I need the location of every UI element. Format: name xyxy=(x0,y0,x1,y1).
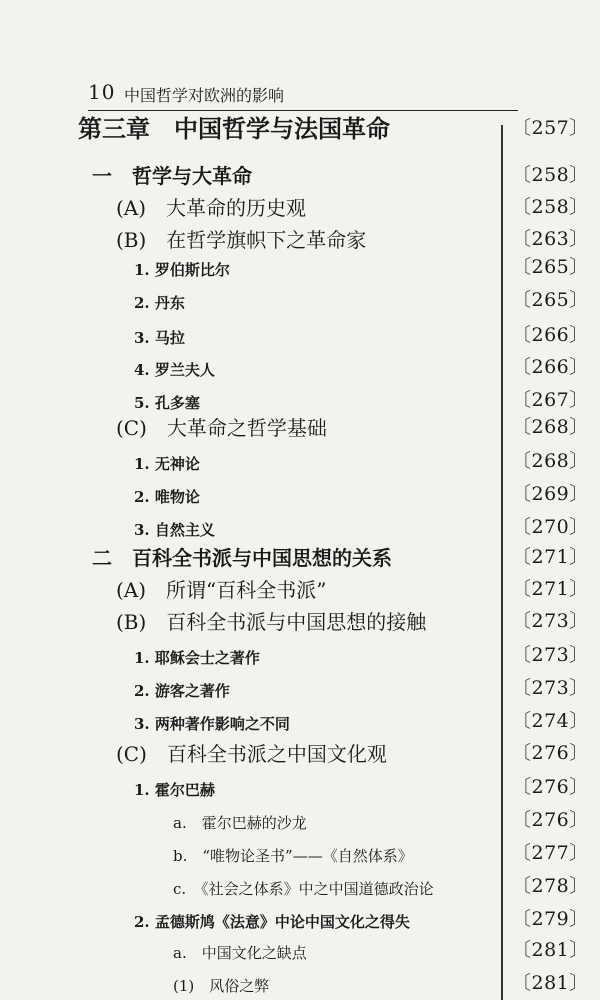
toc-entry-page: 〔278〕 xyxy=(512,875,589,897)
toc-entry-label: (A) 所谓“百科全书派” xyxy=(116,578,327,602)
toc-entry-label: 4. 罗兰夫人 xyxy=(134,360,215,379)
toc-entry-page: 〔271〕 xyxy=(512,578,589,600)
toc-entry-page: 〔276〕 xyxy=(512,742,589,764)
toc-entry-page: 〔265〕 xyxy=(512,256,589,278)
toc-entry-label: 一 哲学与大革命 xyxy=(92,164,252,188)
toc-entry-page: 〔276〕 xyxy=(512,776,589,798)
toc-entry-label: 2. 丹东 xyxy=(134,293,185,312)
toc-entry-label: 第三章 中国哲学与法国革命 xyxy=(78,114,390,143)
toc-entry-label: 1. 耶稣会士之著作 xyxy=(134,648,260,667)
toc-entry-page: 〔273〕 xyxy=(512,677,589,699)
toc-entry-page: 〔274〕 xyxy=(512,710,589,732)
toc-entry-page: 〔273〕 xyxy=(512,610,589,632)
toc-entry-label: 5. 孔多塞 xyxy=(134,393,200,412)
toc-entry-page: 〔276〕 xyxy=(512,809,589,831)
toc-entry-label: 1. 无神论 xyxy=(134,454,200,473)
toc-entry-label: 二 百科全书派与中国思想的关系 xyxy=(92,546,392,570)
toc-entry-page: 〔281〕 xyxy=(512,972,589,994)
toc-entry-page: 〔263〕 xyxy=(512,228,589,250)
toc-entry-label: b. “唯物论圣书”——《自然体系》 xyxy=(173,846,413,865)
toc-entry-page: 〔268〕 xyxy=(512,450,589,472)
toc-entry-page: 〔257〕 xyxy=(512,117,589,139)
toc-entry-label: 3. 两种著作影响之不同 xyxy=(134,714,290,733)
toc-entry-label: 2. 唯物论 xyxy=(134,487,200,506)
toc-entry-label: 1. 罗伯斯比尔 xyxy=(134,260,230,279)
toc-entry-page: 〔279〕 xyxy=(512,908,589,930)
toc-entry-page: 〔273〕 xyxy=(512,644,589,666)
toc-entry-page: 〔271〕 xyxy=(512,546,589,568)
toc-entry-label: (B) 在哲学旗帜下之革命家 xyxy=(116,228,367,252)
toc-entry-label: c. 《社会之体系》中之中国道德政治论 xyxy=(173,879,434,898)
toc-entry-page: 〔265〕 xyxy=(512,289,589,311)
toc-entry-page: 〔281〕 xyxy=(512,939,589,961)
toc-entry-label: (C) 百科全书派之中国文化观 xyxy=(116,742,387,766)
toc-entry-page: 〔270〕 xyxy=(512,516,589,538)
running-title: 中国哲学对欧洲的影响 xyxy=(124,86,285,105)
toc-entry-label: 1. 霍尔巴赫 xyxy=(134,780,215,799)
toc-entry-label: 2. 游客之著作 xyxy=(134,681,230,700)
toc-entry-label: (A) 大革命的历史观 xyxy=(116,196,307,220)
toc-entry-page: 〔258〕 xyxy=(512,196,589,218)
toc-entry-label: 3. 自然主义 xyxy=(134,520,215,539)
toc-entry-label: 3. 马拉 xyxy=(134,328,185,347)
toc-entry-label: (B) 百科全书派与中国思想的接触 xyxy=(116,610,427,634)
toc-entry-label: (C) 大革命之哲学基础 xyxy=(116,416,327,440)
toc-entry-page: 〔267〕 xyxy=(512,389,589,411)
toc-entry-label: 2. 孟德斯鸠《法意》中论中国文化之得失 xyxy=(134,912,410,931)
toc-entry-label: a. 霍尔巴赫的沙龙 xyxy=(173,813,307,832)
toc-entry-page: 〔266〕 xyxy=(512,324,589,346)
toc-entry-page: 〔277〕 xyxy=(512,842,589,864)
page-number: 10 xyxy=(88,80,116,104)
toc-entry-page: 〔258〕 xyxy=(512,164,589,186)
toc-entry-label: (1) 风俗之弊 xyxy=(173,976,270,995)
toc-entry-page: 〔266〕 xyxy=(512,356,589,378)
toc-entry-page: 〔268〕 xyxy=(512,416,589,438)
toc-entry-label: a. 中国文化之缺点 xyxy=(173,943,307,962)
toc-entry-page: 〔269〕 xyxy=(512,483,589,505)
